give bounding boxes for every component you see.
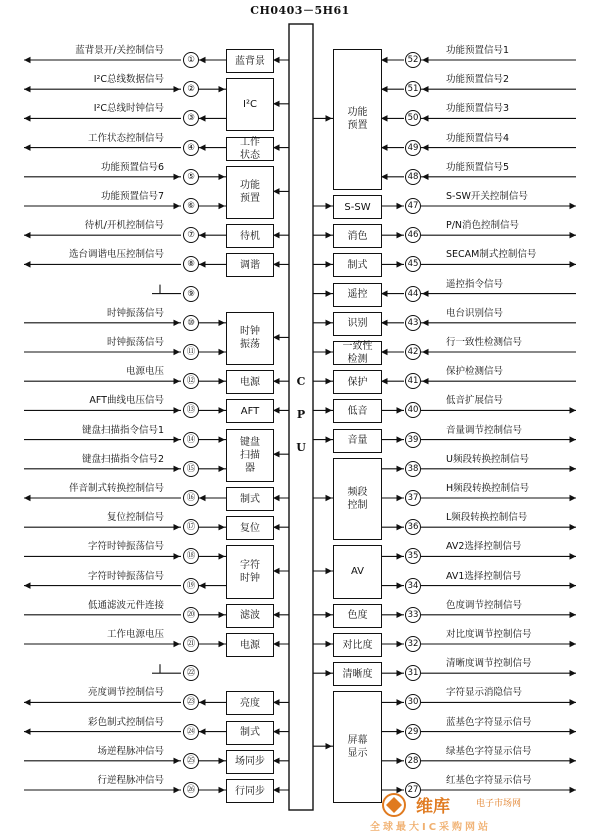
right-pin-label: 蓝基色字符显示信号	[446, 716, 532, 728]
pin-block-arrow	[219, 641, 226, 647]
right-function-block: AV	[333, 545, 382, 598]
right-pin-arrow	[570, 261, 577, 267]
right-pin-arrow	[422, 378, 429, 384]
left-pin-arrow	[174, 407, 181, 413]
right-function-block: 低音	[333, 399, 382, 423]
right-pin-arrow	[422, 174, 429, 180]
left-pin-arrow	[24, 144, 31, 150]
pin-number: 45	[405, 256, 421, 272]
pin-block-arrow	[397, 582, 404, 588]
pin-number: 37	[405, 490, 421, 506]
left-function-block: 功能 预置	[226, 166, 274, 219]
right-pin-label: 行一致性检测信号	[446, 337, 523, 348]
left-function-block: 行同步	[226, 779, 274, 803]
right-pin-arrow	[570, 524, 577, 530]
pin-number: ②	[183, 81, 199, 97]
watermark-brand: 维库	[416, 797, 450, 817]
left-pin-label: 选台调谐电压控制信号	[68, 249, 164, 261]
left-function-block: 复位	[226, 516, 274, 540]
pin-block-arrow	[397, 524, 404, 530]
pin-number: 35	[405, 548, 421, 564]
left-pin-arrow	[174, 436, 181, 442]
pin-number: 44	[405, 286, 421, 302]
left-pin-arrow	[174, 378, 181, 384]
left-pin-label: 功能预置信号6	[100, 161, 164, 173]
pin-block-arrow	[219, 612, 226, 618]
left-pin-label: 电源电压	[125, 366, 164, 378]
left-pin-arrow	[174, 466, 181, 472]
watermark-site: 电子市场网	[476, 799, 522, 809]
left-function-block: 滤波	[226, 604, 274, 628]
right-pin-label: U频段转换控制信号	[446, 453, 529, 465]
pin-block-arrow	[219, 787, 226, 793]
pin-block-arrow	[397, 758, 404, 764]
right-pin-label: 绿基色字符显示信号	[446, 745, 532, 757]
pin-number: ⑩	[183, 315, 199, 331]
pin-number: 38	[405, 461, 421, 477]
left-pin-label: 时钟振荡信号	[106, 307, 164, 319]
left-function-block: 电源	[226, 370, 274, 394]
right-pin-arrow	[570, 203, 577, 209]
right-function-block: 功能 预置	[333, 49, 382, 190]
right-pin-arrow	[422, 290, 429, 296]
pin-number: ⑫	[183, 373, 199, 389]
block-bus-arrow	[326, 232, 333, 238]
right-pin-arrow	[422, 144, 429, 150]
right-pin-label: 低音扩展信号	[446, 395, 504, 407]
pin-block-arrow	[397, 495, 404, 501]
left-pin-arrow	[174, 758, 181, 764]
right-pin-label: 字符显示消隐信号	[446, 687, 523, 699]
pin-block-arrow	[397, 466, 404, 472]
block-bus-arrow	[326, 349, 333, 355]
left-pin-label: 低通滤波元件连接	[87, 599, 164, 611]
left-function-block: 制式	[226, 487, 274, 511]
right-function-block: 色度	[333, 604, 382, 628]
pin-block-arrow	[219, 349, 226, 355]
block-bus-arrow	[326, 670, 333, 676]
block-bus-arrow	[326, 641, 333, 647]
right-function-block: 识别	[333, 312, 382, 336]
left-pin-label: 工作电源电压	[106, 629, 164, 640]
left-function-block: 制式	[226, 721, 274, 745]
pin-block-arrow	[397, 612, 404, 618]
pin-number: ③	[183, 110, 199, 126]
pin-number: 29	[405, 724, 421, 740]
watermark-logo-icon	[374, 792, 414, 818]
right-pin-arrow	[570, 582, 577, 588]
pin-number: ㉔	[183, 724, 199, 740]
right-function-block: 消色	[333, 224, 382, 248]
pin-number: 39	[405, 432, 421, 448]
right-pin-label: 色度调节控制信号	[446, 599, 523, 611]
right-pin-label: 音量调节控制信号	[446, 424, 523, 436]
right-pin-label: 电台识别信号	[446, 307, 504, 319]
right-pin-label: 功能预置信号1	[446, 45, 510, 56]
right-pin-label: 清晰度调节控制信号	[446, 658, 532, 670]
block-bus-arrow	[326, 743, 333, 749]
pin-number: 51	[405, 81, 421, 97]
left-pin-label: 彩色制式控制信号	[87, 716, 164, 728]
right-pin-label: 功能预置信号2	[446, 74, 510, 86]
left-pin-label: 功能预置信号7	[100, 191, 164, 202]
watermark-tagline: 全球最大IC采购网站	[370, 822, 492, 833]
left-pin-arrow	[24, 699, 31, 705]
right-pin-arrow	[570, 641, 577, 647]
pin-number: 43	[405, 315, 421, 331]
pin-number: 42	[405, 344, 421, 360]
pin-block-arrow	[219, 86, 226, 92]
pin-block-arrow	[397, 261, 404, 267]
right-pin-arrow	[570, 758, 577, 764]
left-pin-arrow	[174, 349, 181, 355]
right-function-block: S-SW	[333, 195, 382, 219]
right-pin-label: SECAM制式控制信号	[446, 249, 537, 261]
pin-block-arrow	[397, 407, 404, 413]
right-pin-arrow	[422, 349, 429, 355]
left-pin-label: AFT曲线电压信号	[89, 395, 164, 407]
pin-number: ⑤	[183, 169, 199, 185]
left-pin-label: 伴音制式转换控制信号	[68, 483, 164, 494]
right-pin-arrow	[422, 57, 429, 63]
pin-number: 46	[405, 227, 421, 243]
pin-number: ⑨	[183, 286, 199, 302]
left-function-block: 键盘 扫描 器	[226, 429, 274, 482]
left-pin-arrow	[24, 115, 31, 121]
pin-block-arrow	[397, 203, 404, 209]
left-pin-arrow	[24, 57, 31, 63]
pin-number: 28	[405, 753, 421, 769]
pin-number: ⑬	[183, 402, 199, 418]
left-function-block: 字符 时钟	[226, 545, 274, 598]
left-function-block: 场同步	[226, 750, 274, 774]
pin-number: 34	[405, 578, 421, 594]
pin-number: 41	[405, 373, 421, 389]
pin-number: 52	[405, 52, 421, 68]
right-function-block: 保护	[333, 370, 382, 394]
right-function-block: 屏幕 显示	[333, 691, 382, 803]
right-function-block: 制式	[333, 253, 382, 277]
pin-block-arrow	[219, 553, 226, 559]
left-pin-arrow	[24, 582, 31, 588]
pin-number: 30	[405, 694, 421, 710]
pin-number: ⑲	[183, 578, 199, 594]
left-pin-arrow	[174, 174, 181, 180]
left-function-block: 待机	[226, 224, 274, 248]
watermark	[370, 792, 598, 834]
pin-block-arrow	[397, 553, 404, 559]
pin-number: ㉖	[183, 782, 199, 798]
pin-number: ㉕	[183, 753, 199, 769]
left-pin-label: 字符时钟振荡信号	[87, 570, 164, 582]
left-pin-label: 字符时钟振荡信号	[87, 541, 164, 553]
right-pin-arrow	[422, 86, 429, 92]
cpu-letter: C	[296, 375, 306, 388]
pin-block-arrow	[219, 758, 226, 764]
pin-block-arrow	[397, 728, 404, 734]
right-pin-arrow	[570, 407, 577, 413]
pin-block-arrow	[397, 436, 404, 442]
left-function-block: 时钟 振荡	[226, 312, 274, 365]
right-pin-label: AV2选择控制信号	[446, 541, 522, 553]
block-bus-arrow	[326, 612, 333, 618]
pin-block-arrow	[219, 174, 226, 180]
block-bus-arrow	[326, 407, 333, 413]
left-pin-label: 时钟振荡信号	[106, 337, 164, 348]
left-pin-label: 行逆程脉冲信号	[97, 775, 164, 786]
block-bus-arrow	[326, 115, 333, 121]
pin-number: 27	[405, 782, 421, 798]
right-pin-arrow	[570, 670, 577, 676]
left-pin-arrow	[24, 728, 31, 734]
block-bus-arrow	[326, 495, 333, 501]
pin-block-arrow	[397, 699, 404, 705]
left-pin-label: 亮度调节控制信号	[87, 687, 164, 699]
left-pin-arrow	[174, 320, 181, 326]
left-pin-label: 蓝背景开/关控制信号	[75, 45, 164, 56]
right-pin-label: 保护检测信号	[446, 366, 504, 378]
pin-number: ⑭	[183, 432, 199, 448]
right-pin-label: 遥控指令信号	[446, 278, 504, 290]
left-pin-label: 复位控制信号	[106, 512, 164, 524]
pin-number: ①	[183, 52, 199, 68]
right-function-block: 一致性 检测	[333, 341, 382, 365]
pin-block-arrow	[199, 144, 206, 150]
cpu-letter: U	[296, 441, 306, 454]
pin-block-arrow	[199, 232, 206, 238]
pin-number: ㉒	[183, 665, 199, 681]
pin-number: ㉓	[183, 694, 199, 710]
pin-block-arrow	[219, 436, 226, 442]
right-pin-arrow	[570, 466, 577, 472]
pin-block-arrow	[397, 670, 404, 676]
right-pin-label: 功能预置信号4	[446, 132, 510, 144]
pin-block-arrow	[219, 320, 226, 326]
right-pin-arrow	[422, 320, 429, 326]
left-function-block: AFT	[226, 399, 274, 423]
left-pin-label: 待机/开机控制信号	[84, 220, 164, 232]
pin-number: ⑧	[183, 256, 199, 272]
left-pin-label: I²C总线数据信号	[93, 74, 164, 86]
pin-number: 32	[405, 636, 421, 652]
cpu-letter: P	[296, 408, 306, 421]
right-pin-label: 功能预置信号3	[446, 103, 510, 115]
left-pin-arrow	[174, 86, 181, 92]
left-pin-arrow	[174, 524, 181, 530]
pin-number: ⑰	[183, 519, 199, 535]
left-function-block: 蓝背景	[226, 49, 274, 73]
pin-number: ④	[183, 140, 199, 156]
right-pin-arrow	[570, 728, 577, 734]
right-pin-arrow	[570, 232, 577, 238]
pin-number: ㉑	[183, 636, 199, 652]
pin-number: 47	[405, 198, 421, 214]
left-function-block: 调谐	[226, 253, 274, 277]
pin-number: 36	[405, 519, 421, 535]
block-bus-arrow	[326, 568, 333, 574]
pin-number: 40	[405, 402, 421, 418]
left-function-block: I²C	[226, 78, 274, 131]
right-pin-arrow	[422, 115, 429, 121]
pin-number: ⑯	[183, 490, 199, 506]
right-function-block: 音量	[333, 429, 382, 453]
pin-number: 50	[405, 110, 421, 126]
pin-block-arrow	[199, 728, 206, 734]
left-function-block: 工作 状态	[226, 137, 274, 161]
block-bus-arrow	[326, 320, 333, 326]
left-pin-arrow	[24, 86, 31, 92]
right-pin-label: S-SW开关控制信号	[446, 191, 528, 202]
right-pin-label: L频段转换控制信号	[446, 512, 528, 524]
pin-number: 33	[405, 607, 421, 623]
left-function-block: 亮度	[226, 691, 274, 715]
left-pin-label: 场逆程脉冲信号	[97, 745, 164, 757]
pin-number: 31	[405, 665, 421, 681]
pin-block-arrow	[219, 407, 226, 413]
left-pin-label: 键盘扫描指令信号2	[81, 453, 164, 465]
right-pin-label: 功能预置信号5	[446, 161, 510, 173]
right-pin-label: P/N消色控制信号	[446, 220, 520, 232]
pin-number: ⑳	[183, 607, 199, 623]
pin-block-arrow	[199, 495, 206, 501]
right-function-block: 对比度	[333, 633, 382, 657]
right-pin-arrow	[570, 699, 577, 705]
pin-block-arrow	[199, 57, 206, 63]
right-pin-arrow	[570, 436, 577, 442]
left-pin-label: 键盘扫描指令信号1	[81, 424, 164, 436]
right-pin-arrow	[570, 495, 577, 501]
right-pin-label: 红基色字符显示信号	[446, 775, 532, 786]
pin-block-arrow	[199, 115, 206, 121]
block-bus-arrow	[326, 290, 333, 296]
left-pin-arrow	[174, 787, 181, 793]
left-pin-arrow	[174, 641, 181, 647]
left-pin-arrow	[24, 232, 31, 238]
left-function-block: 电源	[226, 633, 274, 657]
block-bus-arrow	[326, 436, 333, 442]
right-function-block: 遥控	[333, 283, 382, 307]
right-pin-arrow	[570, 612, 577, 618]
chip-title: CH0403－5H61	[250, 4, 350, 17]
pin-block-arrow	[199, 699, 206, 705]
pin-block-arrow	[219, 378, 226, 384]
left-pin-label: I²C总线时钟信号	[93, 103, 164, 115]
pin-block-arrow	[199, 582, 206, 588]
left-pin-arrow	[174, 203, 181, 209]
right-pin-label: H频段转换控制信号	[446, 483, 530, 494]
block-bus-arrow	[326, 378, 333, 384]
right-function-block: 清晰度	[333, 662, 382, 686]
right-pin-label: AV1选择控制信号	[446, 570, 522, 582]
right-pin-label: 对比度调节控制信号	[446, 629, 532, 640]
pin-number: ⑱	[183, 548, 199, 564]
pin-block-arrow	[199, 261, 206, 267]
pin-block-arrow	[219, 466, 226, 472]
pin-number: 49	[405, 140, 421, 156]
block-bus-arrow	[326, 261, 333, 267]
pin-block-arrow	[219, 524, 226, 530]
left-pin-arrow	[174, 553, 181, 559]
left-pin-arrow	[24, 495, 31, 501]
pin-number: 48	[405, 169, 421, 185]
pin-block-arrow	[397, 641, 404, 647]
pin-number: ⑥	[183, 198, 199, 214]
pin-number: ⑪	[183, 344, 199, 360]
right-function-block: 频段 控制	[333, 458, 382, 540]
pin-number: ⑮	[183, 461, 199, 477]
pin-block-arrow	[397, 232, 404, 238]
right-pin-arrow	[570, 553, 577, 559]
block-bus-arrow	[326, 203, 333, 209]
left-pin-arrow	[24, 261, 31, 267]
left-pin-label: 工作状态控制信号	[87, 132, 164, 144]
pin-number: ⑦	[183, 227, 199, 243]
pin-block-arrow	[219, 203, 226, 209]
